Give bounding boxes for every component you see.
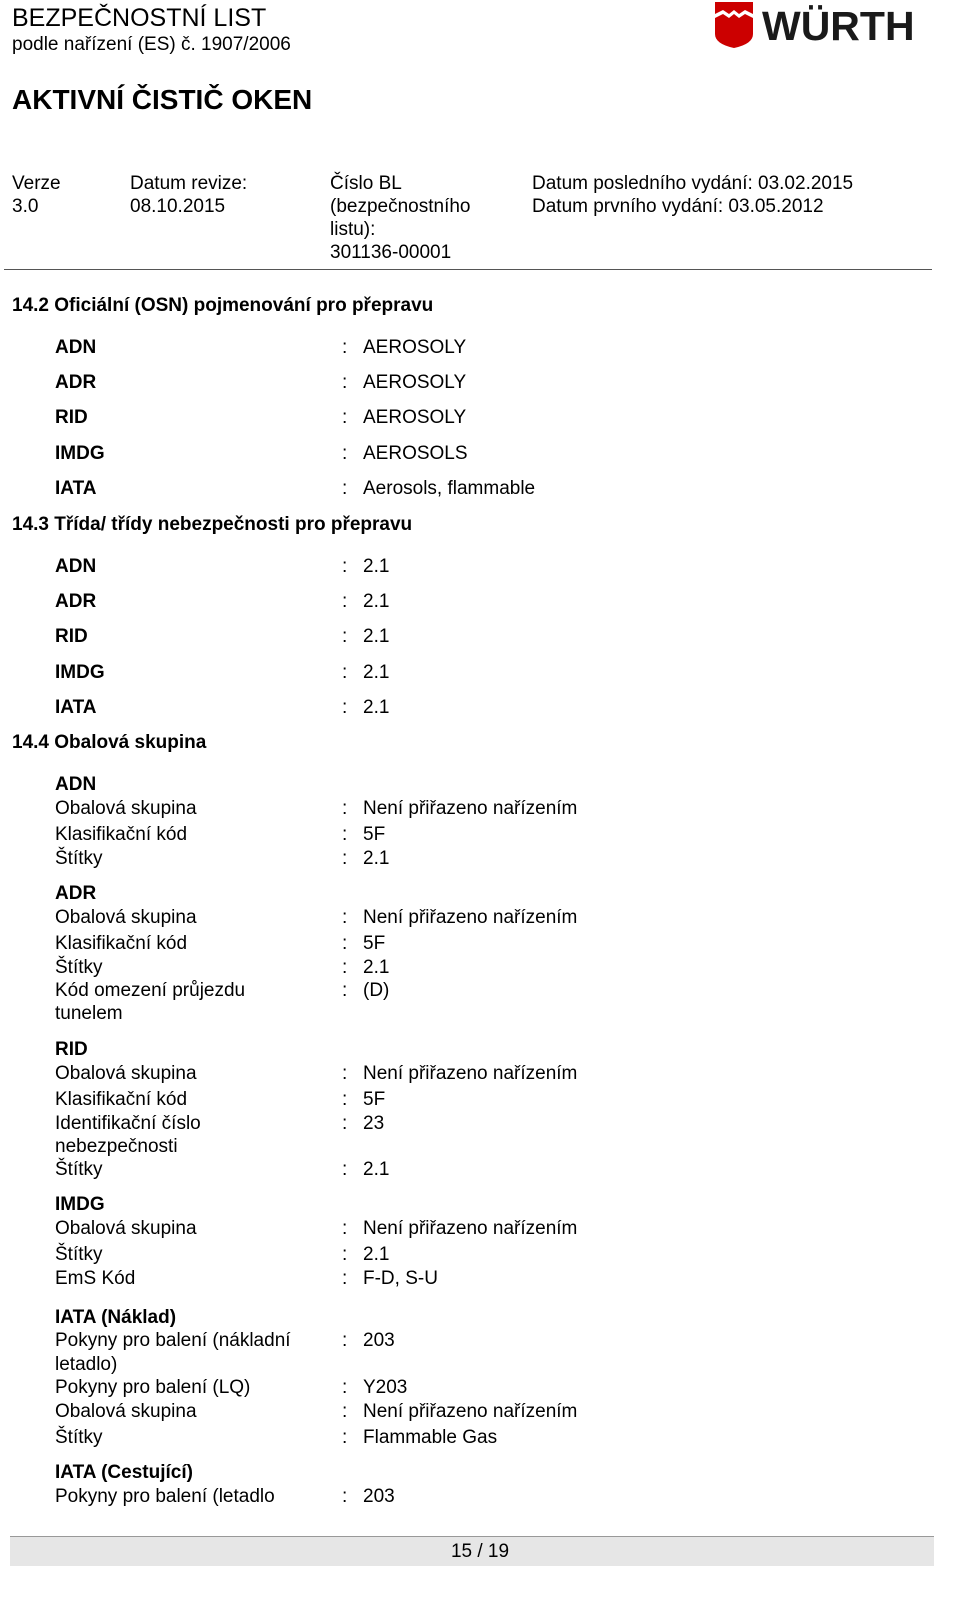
colon: : — [342, 1113, 348, 1134]
row-label: EmS Kód — [55, 1268, 136, 1289]
subsection-title-rid: RID — [55, 1039, 88, 1060]
row-label: Pokyny pro balení (LQ) — [55, 1377, 251, 1398]
row-value: AEROSOLY — [363, 407, 467, 428]
colon: : — [342, 1244, 348, 1265]
row-value: 2.1 — [363, 591, 390, 612]
sds-number-label-1: Číslo BL — [330, 173, 402, 194]
subsection-title-adr: ADR — [55, 883, 97, 904]
colon: : — [342, 337, 348, 358]
row-label: RID — [55, 407, 88, 428]
row-value: 2.1 — [363, 848, 390, 869]
row-value: 23 — [363, 1113, 385, 1134]
colon: : — [342, 1089, 348, 1110]
section-14-3-heading: 14.3 Třída/ třídy nebezpečnosti pro přepravu — [12, 514, 413, 535]
row-value: 5F — [363, 824, 386, 845]
row-value: 2.1 — [363, 697, 390, 718]
row-value: AEROSOLY — [363, 337, 467, 358]
colon: : — [342, 443, 348, 464]
colon: : — [342, 798, 348, 819]
section-14-4-heading: 14.4 Obalová skupina — [12, 732, 207, 753]
last-issue-date: Datum posledního vydání: 03.02.2015 — [532, 173, 854, 194]
row-label: Štítky — [55, 848, 103, 869]
regulation-subtitle: podle nařízení (ES) č. 1907/2006 — [12, 34, 291, 55]
row-label-continued: nebezpečnosti — [55, 1136, 178, 1157]
revision-label: Datum revize: — [130, 173, 248, 194]
row-label-continued: tunelem — [55, 1003, 123, 1024]
row-value: Není přiřazeno nařízením — [363, 798, 578, 819]
colon: : — [342, 1063, 348, 1084]
colon: : — [342, 907, 348, 928]
colon: : — [342, 1218, 348, 1239]
document-title: BEZPEČNOSTNÍ LIST — [12, 4, 267, 32]
row-label: IMDG — [55, 443, 105, 464]
colon: : — [342, 957, 348, 978]
row-label: Kód omezení průjezdu — [55, 980, 246, 1001]
colon: : — [342, 591, 348, 612]
row-value: 5F — [363, 1089, 386, 1110]
row-value: (D) — [363, 980, 390, 1001]
first-issue-date: Datum prvního vydání: 03.05.2012 — [532, 196, 824, 217]
colon: : — [342, 848, 348, 869]
sds-number-value: 301136-00001 — [330, 242, 452, 263]
row-label: IATA — [55, 697, 97, 718]
header-divider — [4, 269, 932, 270]
page-number: 15 / 19 — [450, 1541, 510, 1562]
colon: : — [342, 478, 348, 499]
row-label: ADR — [55, 591, 97, 612]
colon: : — [342, 1268, 348, 1289]
row-value: 2.1 — [363, 1159, 390, 1180]
section-14-2-heading: 14.2 Oficiální (OSN) pojmenování pro přepravu — [12, 295, 434, 316]
row-label: Štítky — [55, 1244, 103, 1265]
colon: : — [342, 1377, 348, 1398]
colon: : — [342, 980, 348, 1001]
row-value: Není přiřazeno nařízením — [363, 907, 578, 928]
wurth-logo — [712, 0, 937, 57]
row-label: ADR — [55, 372, 97, 393]
row-value: 2.1 — [363, 626, 390, 647]
row-label: ADN — [55, 337, 97, 358]
brand-wordmark: WÜRTH — [762, 3, 915, 49]
row-label: Štítky — [55, 1159, 103, 1180]
row-label: Pokyny pro balení (nákladní — [55, 1330, 291, 1351]
row-value: 5F — [363, 933, 386, 954]
colon: : — [342, 933, 348, 954]
subsection-title-imdg: IMDG — [55, 1194, 105, 1215]
subsection-title-iata-passenger: IATA (Cestující) — [55, 1462, 193, 1483]
row-label: Klasifikační kód — [55, 1089, 188, 1110]
row-value: AEROSOLY — [363, 372, 467, 393]
subsection-title-iata-cargo: IATA (Náklad) — [55, 1307, 177, 1328]
colon: : — [342, 1159, 348, 1180]
colon: : — [342, 372, 348, 393]
row-value: AEROSOLS — [363, 443, 468, 464]
row-label: Pokyny pro balení (letadlo — [55, 1486, 275, 1507]
row-label-continued: letadlo) — [55, 1354, 118, 1375]
row-value: F-D, S-U — [363, 1268, 438, 1289]
sds-number-label-2: (bezpečnostního — [330, 196, 471, 217]
row-label: Štítky — [55, 1427, 103, 1448]
row-label: ADN — [55, 556, 97, 577]
row-value: Y203 — [363, 1377, 408, 1398]
colon: : — [342, 697, 348, 718]
row-value: Flammable Gas — [363, 1427, 498, 1448]
sds-number-label-3: listu): — [330, 219, 376, 240]
row-value: 2.1 — [363, 662, 390, 683]
colon: : — [342, 1330, 348, 1351]
colon: : — [342, 1401, 348, 1422]
colon: : — [342, 1427, 348, 1448]
version-label: Verze — [12, 173, 61, 194]
row-value: Aerosols, flammable — [363, 478, 536, 499]
row-label: IMDG — [55, 662, 105, 683]
row-label: Obalová skupina — [55, 907, 197, 928]
row-label: Štítky — [55, 957, 103, 978]
row-value: 2.1 — [363, 1244, 390, 1265]
row-label: IATA — [55, 478, 97, 499]
colon: : — [342, 662, 348, 683]
row-value: 203 — [363, 1486, 395, 1507]
row-label: Obalová skupina — [55, 1401, 197, 1422]
product-name: AKTIVNÍ ČISTIČ OKEN — [12, 84, 313, 115]
row-label: Identifikační číslo — [55, 1113, 201, 1134]
colon: : — [342, 556, 348, 577]
colon: : — [342, 407, 348, 428]
version-value: 3.0 — [12, 196, 39, 217]
footer-divider — [10, 1536, 934, 1537]
subsection-title-adn: ADN — [55, 774, 97, 795]
colon: : — [342, 626, 348, 647]
colon: : — [342, 1486, 348, 1507]
row-label: Klasifikační kód — [55, 824, 188, 845]
row-value: 203 — [363, 1330, 395, 1351]
row-label: RID — [55, 626, 88, 647]
row-label: Obalová skupina — [55, 798, 197, 819]
row-value: 2.1 — [363, 556, 390, 577]
row-value: Není přiřazeno nařízením — [363, 1401, 578, 1422]
row-label: Obalová skupina — [55, 1218, 197, 1239]
row-label: Obalová skupina — [55, 1063, 197, 1084]
wurth-logo-icon — [712, 0, 937, 52]
revision-value: 08.10.2015 — [130, 196, 226, 217]
colon: : — [342, 824, 348, 845]
row-label: Klasifikační kód — [55, 933, 188, 954]
row-value: 2.1 — [363, 957, 390, 978]
row-value: Není přiřazeno nařízením — [363, 1218, 578, 1239]
row-value: Není přiřazeno nařízením — [363, 1063, 578, 1084]
